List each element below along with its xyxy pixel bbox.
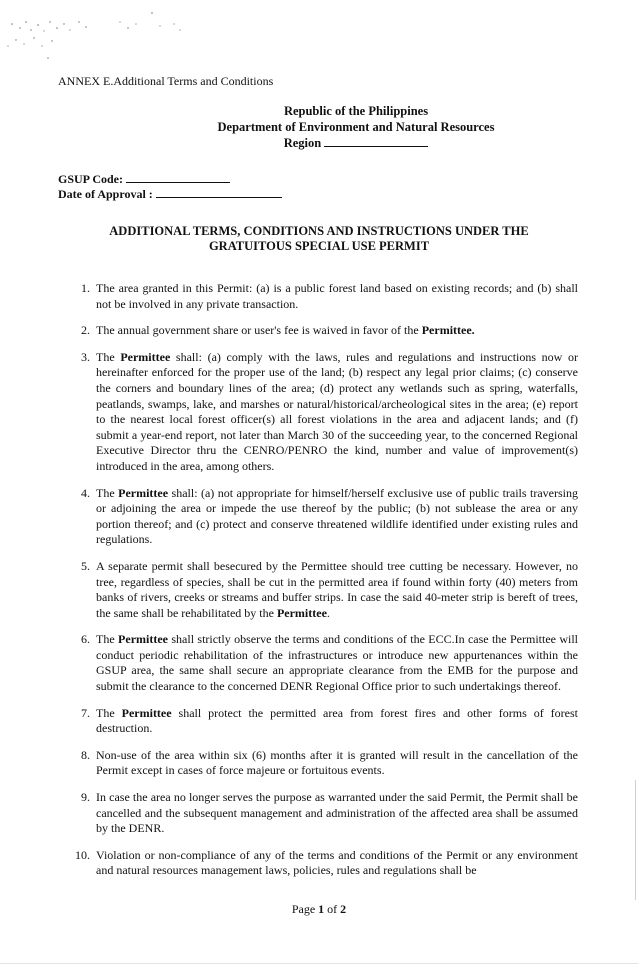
permit-fields [58,172,282,202]
scan-noise [0,0,200,70]
term-text [96,323,475,337]
term-item [58,790,578,837]
term-text [96,748,578,778]
term-item [58,281,578,312]
term-fragment: Non-use of the area within six (6) months after it is granted will result in the cancellation of the Permit except in cases of force majeure or fortuitous events. [96,747,578,778]
gsup-code-blank-field [126,172,230,183]
term-number: 2. [81,323,90,338]
term-emphasis: Permittee [118,485,169,500]
approval-date-blank-field [156,187,282,198]
republic-heading: Republic of the Philippines [283,104,429,118]
term-item [58,632,578,694]
gsup-code-row [58,172,282,187]
term-fragment: The [96,349,121,364]
term-item [58,848,578,879]
page-prefix: Page [291,902,319,916]
term-text [96,486,578,547]
gsup-code-label: GSUP Code: [58,172,124,186]
term-fragment: The annual government share or user's fee is waived in favor of the [96,323,422,338]
term-item [58,748,578,779]
annex-label: ANNEX E.Additional Terms and Conditions [58,74,274,88]
term-fragment: shall: (a) not appropriate for himself/herself exclusive use of public trails traversing or adjoining the area or impede the use thereof by the public; (b) not sublease the area or any portion thereof; and (c) protect and conserve threatened wildlife identified under existing rules and regulations. [96,485,578,547]
page-of: of [324,902,341,916]
term-item [58,559,578,621]
term-number: 6. [81,632,90,647]
term-text [96,848,578,878]
term-fragment: In case the area no longer serves the purpose as warranted under the said Permit, the Permit shall be cancelled and the subsequent management and administration of the affected area shall be assumed by the DENR. [96,790,578,836]
term-fragment: shall strictly observe the terms and conditions of the ECC.In case the Permittee will conduct periodic rehabilitation of the infrastructures or introduce new appurtenances within the GSUP area, the same shall secure an appropriate clearance from the EMB for the purpose and submit the clearance to the concerned DENR Regional Office prior to such undertakings thereof. [96,632,579,694]
term-fragment: The [96,632,119,647]
term-item [58,323,578,339]
term-emphasis: Permittee [118,632,168,647]
terms-list [58,281,578,890]
term-number: 5. [81,558,90,573]
approval-date-label: Date of Approval : [58,187,153,201]
term-emphasis: Permittee [276,605,327,620]
term-text [96,706,578,736]
term-number: 1. [81,281,90,295]
term-item [58,350,578,475]
term-number: 8. [81,747,90,762]
term-number: 7. [81,705,90,720]
document-header [0,103,638,151]
term-fragment: A separate permit shall besecured by the Permittee should tree cutting be necessary. However, no tree, regardless of species, shall be cut in the permitted area if found within forty (40) meters from banks of rivers, creeks or streams and buffer strips. In case the said 40-meter strip is bereft of trees, the same shall be rehabilitated by the [96,558,578,620]
term-text [96,559,578,620]
term-text [96,350,578,473]
term-number: 4. [81,485,90,500]
term-fragment: The [96,485,119,500]
term-item [58,486,578,548]
term-emphasis: Permittee [120,349,171,364]
region-blank-field [324,136,428,147]
department-heading: Department of Environment and Natural Resources [217,120,495,134]
term-number: 10. [75,847,90,862]
scan-edge [635,780,636,900]
term-fragment: Violation or non-compliance of any of the terms and conditions of the Permit or any environment and natural resources management laws, policies, rules and regulations shall be [96,847,578,878]
term-fragment: shall protect the permitted area from forest fires and other forms of forest destruction. [96,705,578,736]
approval-date-row [58,187,282,202]
term-fragment: The area granted in this Permit: (a) is a public forest land based on existing records; and (b) shall not be involved in any private transaction. [96,281,578,311]
term-emphasis: Permittee [121,705,172,720]
page-current: 1 [318,902,325,916]
term-number: 3. [81,349,90,364]
term-text [96,790,578,835]
term-item [58,706,578,737]
term-fragment: The [96,705,122,720]
region-line [37,135,638,151]
page-total: 2 [340,902,347,916]
scan-bottom-edge [0,963,638,964]
term-text [96,281,578,311]
document-title [0,224,638,254]
term-emphasis: Permittee. [421,323,475,338]
title-line-1: ADDITIONAL TERMS, CONDITIONS AND INSTRUCTIONS UNDER THE [109,224,529,238]
region-label: Region [283,136,322,150]
term-number: 9. [81,790,90,805]
title-line-2: GRATUITOUS SPECIAL USE PERMIT [208,239,430,253]
page-footer [0,902,638,917]
term-text [96,632,578,693]
term-fragment: . [326,605,330,620]
term-fragment: shall: (a) comply with the laws, rules and regulations and instructions now or hereinafter enforced for the proper use of the land; (b) respect any legal prior claims; (c) conserve the corners and boundary lines of the area; (d) protect any wetlands such as spring, waterfalls, peatlands, swamps, lake, and marshes or natural/historical/archeological sites in the area; (e) report to the nearest local forest officer(s) all forest violations in the area and adjacent lands; and (f) submit a year-end report, not later than March 30 of the succeeding year, to the concerned Regional Executive Director thru the CENRO/PENRO the kind, number and value of improvement(s) introduced in the area, among others. [96,349,578,473]
